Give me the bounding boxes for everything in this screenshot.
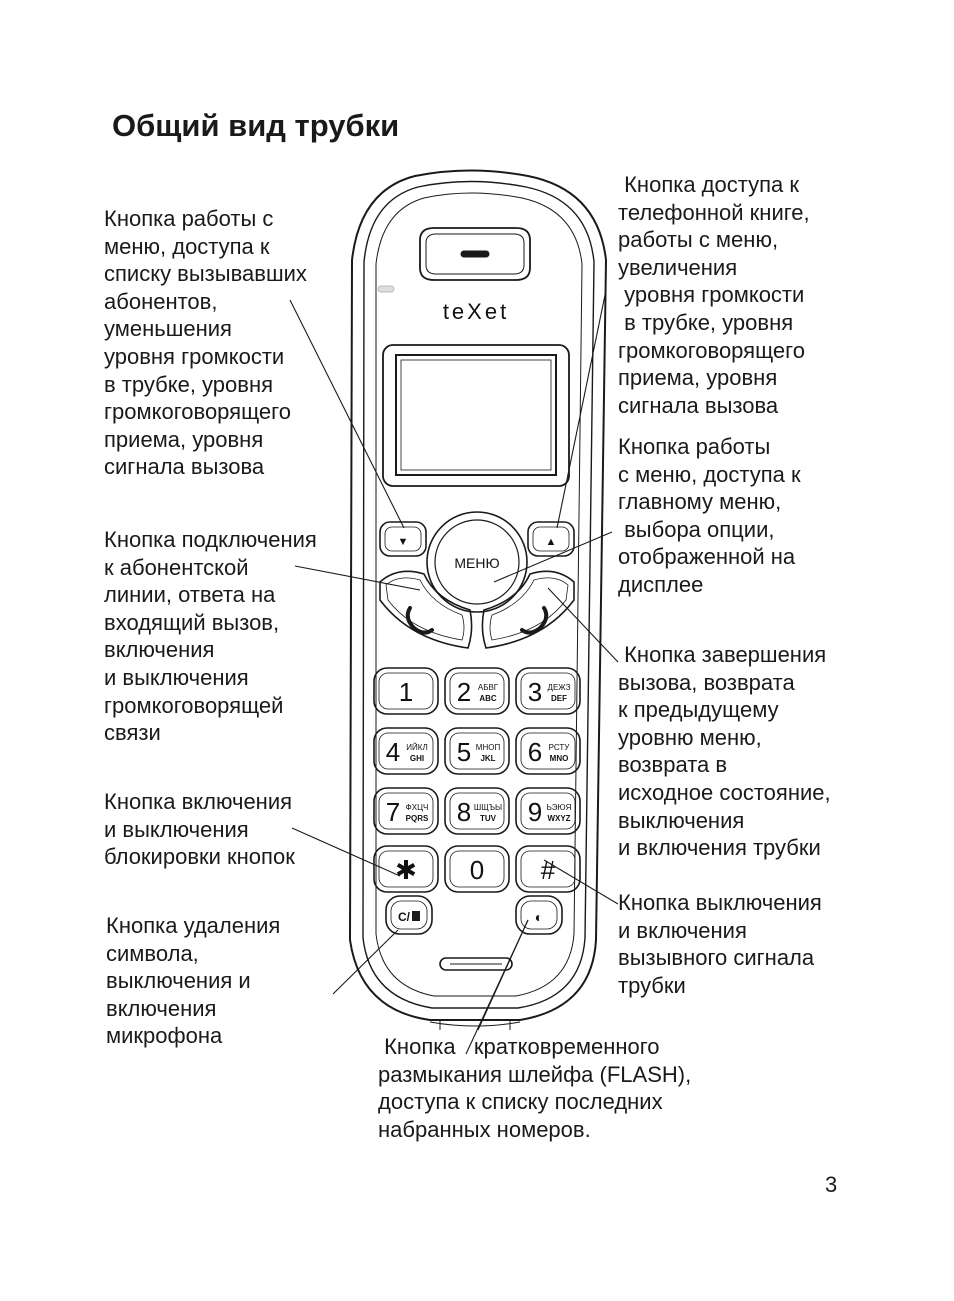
callout-flash-button: Кнопка кратковременного размыкания шлейфа (FLASH), доступа к списку последних набранных номеров. [378,1034,692,1142]
key-4-cyrillic-letters: ИЙКЛ [406,743,428,752]
callout-end-call-button: Кнопка завершения вызова, возврата к предыдущему уровню меню, возврата в исходное состояние, выключения и включения трубки [618,642,831,861]
callout-menu-button: Кнопка работы с меню, доступа к главному меню, выбора опции, отображенной на дисплее [618,434,801,597]
arrow-down-icon: ▼ [397,536,409,548]
flash-icon: ◐ [534,909,544,925]
key-8-button[interactable] [445,788,509,834]
key-8-digit: 8 [456,797,472,827]
key-hash-digit: # [540,855,556,885]
menu-label: МЕНЮ [454,555,500,571]
key-5-cyrillic-letters: МНОП [475,743,501,752]
callout-phonebook-button: Кнопка доступа к телефонной книге, работы с меню, увеличения уровня громкости в трубке, уровня громкоговорящего приема, уровня сигнала вызова [618,172,810,418]
key-2-cyrillic-letters: АБВГ [477,683,499,692]
clear-button[interactable] [386,896,432,934]
key-7-latin-letters: PQRS [405,814,429,823]
key-1-digit: 1 [398,677,414,707]
key-7-button[interactable] [374,788,438,834]
key-7-digit: 7 [385,797,401,827]
key-9-digit: 9 [527,797,543,827]
key-5-button[interactable] [445,728,509,774]
brand-logo: teXet [442,299,510,324]
status-led [378,286,394,292]
mute-icon [412,911,420,921]
key-hash-button[interactable] [516,846,580,892]
page-title: Общий вид трубки [112,108,400,143]
key-5-latin-letters: JKL [480,754,496,763]
key-9-latin-letters: WXYZ [547,814,571,823]
key-0-button[interactable] [445,846,509,892]
key-5-digit: 5 [456,737,472,767]
arrow-up-icon: ▲ [545,536,557,548]
call-button[interactable] [380,571,472,648]
key-6-latin-letters: MNO [549,754,569,763]
key-8-cyrillic-letters: ШЩЪЫ [473,803,503,812]
callout-keylock-button: Кнопка включения и выключения блокировки кнопок [104,789,295,870]
key-6-digit: 6 [527,737,543,767]
key-1-button[interactable] [374,668,438,714]
key-2-button[interactable] [445,668,509,714]
callout-ringer-button: Кнопка выключения и включения вызывного сигнала трубки [618,890,822,998]
display-screen [383,345,569,486]
key-8-latin-letters: TUV [480,814,496,823]
callout-call-button: Кнопка подключения к абонентской линии, ответа на входящий вызов, включения и выключения громкоговорящей связи [104,527,317,746]
key-0-digit: 0 [469,855,485,885]
key-3-button[interactable] [516,668,580,714]
key-6-cyrillic-letters: РСТУ [548,743,570,752]
page-number: 3 [825,1172,838,1197]
end-call-button[interactable] [482,571,574,648]
microphone [440,958,512,970]
key-3-digit: 3 [527,677,543,707]
key-star-digit: ✱ [395,855,417,885]
key-6-button[interactable] [516,728,580,774]
flash-redial-button[interactable] [516,896,562,934]
key-3-cyrillic-letters: ДЕЖЗ [547,683,571,692]
earpiece [420,228,530,280]
key-4-button[interactable] [374,728,438,774]
key-4-digit: 4 [385,737,401,767]
key-9-cyrillic-letters: ЬЭЮЯ [546,803,572,812]
number-keypad [374,668,580,892]
key-7-cyrillic-letters: ФХЦЧ [405,803,429,812]
callout-delete-button: Кнопка удаления символа, выключения и включения микрофона [106,913,281,1049]
key-9-button[interactable] [516,788,580,834]
key-3-latin-letters: DEF [551,694,567,703]
key-4-latin-letters: GHI [409,754,425,763]
key-2-digit: 2 [456,677,472,707]
callout-volume-down-button: Кнопка работы с меню, доступа к списку вызывавших абонентов, уменьшения уровня громкости в трубке, уровня громкоговорящего приема, уровня сигнала вызова [104,206,307,480]
clear-label: C/ [398,910,410,924]
key-2-latin-letters: ABC [479,694,497,703]
